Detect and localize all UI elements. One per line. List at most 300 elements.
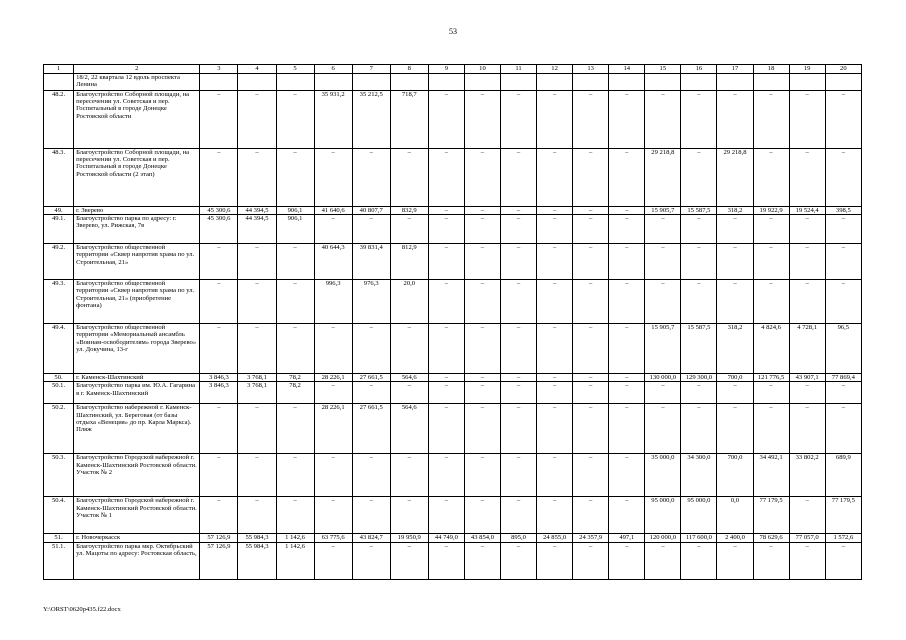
- value-cell: –: [609, 324, 645, 374]
- row-number-cell: 49.3.: [44, 280, 74, 324]
- value-cell: 44 394,5: [238, 207, 276, 215]
- value-cell: [428, 74, 464, 91]
- column-number-header: 15: [645, 65, 681, 74]
- value-cell: –: [464, 324, 500, 374]
- value-cell: [200, 74, 238, 91]
- value-cell: –: [500, 382, 536, 404]
- value-cell: –: [352, 324, 390, 374]
- value-cell: 130 000,0: [645, 374, 681, 382]
- column-number-header: 20: [825, 65, 861, 74]
- value-cell: –: [238, 324, 276, 374]
- value-cell: –: [200, 324, 238, 374]
- value-cell: –: [609, 404, 645, 454]
- value-cell: 33 802,2: [789, 454, 825, 497]
- value-cell: 45 300,6: [200, 207, 238, 215]
- object-name-cell: г. Каменск-Шахтинский: [74, 374, 200, 382]
- value-cell: –: [573, 454, 609, 497]
- value-cell: 19 922,9: [753, 207, 789, 215]
- value-cell: –: [753, 404, 789, 454]
- value-cell: –: [825, 149, 861, 207]
- value-cell: 77 057,0: [789, 534, 825, 542]
- value-cell: –: [645, 91, 681, 149]
- value-cell: –: [537, 454, 573, 497]
- value-cell: 29 218,8: [717, 149, 753, 207]
- value-cell: –: [753, 280, 789, 324]
- value-cell: –: [645, 382, 681, 404]
- value-cell: –: [428, 497, 464, 534]
- row-number-cell: 50.: [44, 374, 74, 382]
- table-row: [44, 207, 862, 215]
- table-row: [44, 382, 862, 404]
- value-cell: 129 300,0: [681, 374, 717, 382]
- value-cell: –: [537, 244, 573, 280]
- value-cell: –: [276, 404, 314, 454]
- value-cell: 27 661,5: [352, 374, 390, 382]
- value-cell: 43 824,7: [352, 534, 390, 542]
- value-cell: –: [500, 324, 536, 374]
- value-cell: –: [500, 244, 536, 280]
- value-cell: –: [464, 207, 500, 215]
- value-cell: 689,9: [825, 454, 861, 497]
- value-cell: [717, 74, 753, 91]
- value-cell: 564,6: [390, 374, 428, 382]
- value-cell: 4 824,6: [753, 324, 789, 374]
- value-cell: 564,6: [390, 404, 428, 454]
- value-cell: 15 587,5: [681, 207, 717, 215]
- value-cell: –: [352, 454, 390, 497]
- value-cell: –: [573, 215, 609, 244]
- value-cell: –: [573, 404, 609, 454]
- table-header-row: [44, 65, 862, 74]
- value-cell: –: [200, 497, 238, 534]
- value-cell: –: [428, 324, 464, 374]
- object-name-cell: Благоустройство парка по адресу: г. Зверево, ул. Рижская, 7в: [74, 215, 200, 244]
- value-cell: 77 869,4: [825, 374, 861, 382]
- value-cell: –: [717, 215, 753, 244]
- table-row: [44, 149, 862, 207]
- value-cell: –: [428, 207, 464, 215]
- value-cell: –: [428, 280, 464, 324]
- value-cell: –: [753, 215, 789, 244]
- value-cell: –: [609, 374, 645, 382]
- value-cell: –: [609, 280, 645, 324]
- value-cell: –: [537, 374, 573, 382]
- table-row: [44, 454, 862, 497]
- value-cell: –: [717, 382, 753, 404]
- value-cell: –: [428, 91, 464, 149]
- value-cell: 57 126,9: [200, 534, 238, 542]
- value-cell: –: [428, 542, 464, 579]
- value-cell: –: [753, 149, 789, 207]
- value-cell: 34 300,0: [681, 454, 717, 497]
- value-cell: 95 000,0: [681, 497, 717, 534]
- value-cell: –: [500, 542, 536, 579]
- value-cell: –: [464, 91, 500, 149]
- object-name-cell: Благоустройство парка мкр. Октябрьский ул. Мацоты по адресу: Ростовская область,: [74, 542, 200, 579]
- value-cell: 28 226,1: [314, 404, 352, 454]
- column-number-header: 17: [717, 65, 753, 74]
- value-cell: [753, 74, 789, 91]
- value-cell: –: [537, 542, 573, 579]
- value-cell: 40 807,7: [352, 207, 390, 215]
- value-cell: –: [428, 215, 464, 244]
- value-cell: 78 629,6: [753, 534, 789, 542]
- value-cell: –: [200, 149, 238, 207]
- value-cell: –: [573, 149, 609, 207]
- column-number-header: 11: [500, 65, 536, 74]
- column-number-header: 12: [537, 65, 573, 74]
- value-cell: 906,1: [276, 207, 314, 215]
- value-cell: 96,5: [825, 324, 861, 374]
- value-cell: –: [825, 404, 861, 454]
- value-cell: –: [753, 91, 789, 149]
- value-cell: 24 357,9: [573, 534, 609, 542]
- value-cell: –: [390, 149, 428, 207]
- value-cell: 318,2: [717, 324, 753, 374]
- value-cell: 718,7: [390, 91, 428, 149]
- value-cell: –: [464, 382, 500, 404]
- value-cell: 78,2: [276, 382, 314, 404]
- value-cell: –: [537, 324, 573, 374]
- value-cell: –: [500, 91, 536, 149]
- value-cell: –: [200, 91, 238, 149]
- value-cell: [464, 74, 500, 91]
- value-cell: –: [645, 404, 681, 454]
- value-cell: 398,5: [825, 207, 861, 215]
- value-cell: [573, 74, 609, 91]
- value-cell: –: [825, 542, 861, 579]
- object-name-cell: Благоустройство парка им. Ю.А. Гагарина в г. Каменск-Шахтинский: [74, 382, 200, 404]
- value-cell: 24 855,0: [537, 534, 573, 542]
- value-cell: 45 300,6: [200, 215, 238, 244]
- value-cell: [681, 74, 717, 91]
- value-cell: –: [200, 404, 238, 454]
- value-cell: 44 394,5: [238, 215, 276, 244]
- value-cell: –: [500, 149, 536, 207]
- value-cell: –: [753, 542, 789, 579]
- object-name-cell: Благоустройство набережной г. Каменск-Шахтинский, ул. Береговая (от базы отдыха «Венеция» до пр. Карла Маркса). Пляж: [74, 404, 200, 454]
- value-cell: –: [789, 542, 825, 579]
- value-cell: –: [681, 280, 717, 324]
- value-cell: 19 524,4: [789, 207, 825, 215]
- file-path-footer: Y:\ORST\0620p435.f22.docx: [43, 606, 121, 613]
- value-cell: 15 905,7: [645, 324, 681, 374]
- value-cell: –: [717, 244, 753, 280]
- row-number-cell: 50.1.: [44, 382, 74, 404]
- value-cell: –: [573, 244, 609, 280]
- value-cell: 3 768,1: [238, 374, 276, 382]
- value-cell: –: [464, 497, 500, 534]
- value-cell: 95 000,0: [645, 497, 681, 534]
- value-cell: 43 907,1: [789, 374, 825, 382]
- value-cell: –: [276, 244, 314, 280]
- object-name-cell: г. Зверево: [74, 207, 200, 215]
- value-cell: –: [276, 454, 314, 497]
- table-row: [44, 542, 862, 579]
- value-cell: –: [500, 280, 536, 324]
- value-cell: –: [789, 91, 825, 149]
- row-number-cell: 48.2.: [44, 91, 74, 149]
- value-cell: –: [537, 382, 573, 404]
- value-cell: 700,0: [717, 454, 753, 497]
- row-number-cell: 50.4.: [44, 497, 74, 534]
- table-row: [44, 374, 862, 382]
- value-cell: –: [464, 454, 500, 497]
- value-cell: [609, 74, 645, 91]
- value-cell: –: [200, 280, 238, 324]
- value-cell: –: [500, 497, 536, 534]
- value-cell: –: [825, 382, 861, 404]
- value-cell: –: [390, 454, 428, 497]
- row-number-cell: 48.3.: [44, 149, 74, 207]
- value-cell: –: [428, 382, 464, 404]
- table-row: [44, 280, 862, 324]
- object-name-cell: 18/2, 22 квартала 12 вдоль проспекта Ленина: [74, 74, 200, 91]
- value-cell: –: [825, 280, 861, 324]
- row-number-cell: 50.3.: [44, 454, 74, 497]
- value-cell: –: [825, 91, 861, 149]
- value-cell: 117 600,0: [681, 534, 717, 542]
- value-cell: –: [238, 91, 276, 149]
- value-cell: 3 846,3: [200, 382, 238, 404]
- value-cell: –: [314, 454, 352, 497]
- value-cell: –: [573, 324, 609, 374]
- value-cell: –: [238, 404, 276, 454]
- value-cell: –: [314, 497, 352, 534]
- value-cell: –: [276, 280, 314, 324]
- value-cell: –: [609, 207, 645, 215]
- table-row: [44, 91, 862, 149]
- page-number: 53: [449, 27, 457, 36]
- value-cell: –: [464, 149, 500, 207]
- value-cell: [537, 74, 573, 91]
- value-cell: –: [789, 149, 825, 207]
- value-cell: –: [352, 497, 390, 534]
- value-cell: –: [390, 542, 428, 579]
- value-cell: 0,0: [717, 497, 753, 534]
- column-number-header: 10: [464, 65, 500, 74]
- value-cell: –: [789, 280, 825, 324]
- value-cell: –: [537, 149, 573, 207]
- value-cell: –: [500, 215, 536, 244]
- row-number-cell: 51.: [44, 534, 74, 542]
- value-cell: 28 226,1: [314, 374, 352, 382]
- value-cell: [825, 74, 861, 91]
- value-cell: –: [681, 215, 717, 244]
- value-cell: –: [238, 280, 276, 324]
- value-cell: –: [428, 454, 464, 497]
- value-cell: –: [276, 497, 314, 534]
- value-cell: 121 776,5: [753, 374, 789, 382]
- table-row: [44, 497, 862, 534]
- value-cell: –: [200, 244, 238, 280]
- table-row: [44, 244, 862, 280]
- value-cell: 1 142,6: [276, 534, 314, 542]
- value-cell: 976,3: [352, 280, 390, 324]
- value-cell: –: [825, 244, 861, 280]
- value-cell: –: [464, 215, 500, 244]
- value-cell: 3 846,3: [200, 374, 238, 382]
- row-number-cell: [44, 74, 74, 91]
- value-cell: 895,0: [500, 534, 536, 542]
- value-cell: –: [428, 244, 464, 280]
- table-row: [44, 74, 862, 91]
- value-cell: –: [537, 280, 573, 324]
- value-cell: [238, 74, 276, 91]
- value-cell: –: [681, 149, 717, 207]
- value-cell: 40 644,3: [314, 244, 352, 280]
- value-cell: –: [314, 149, 352, 207]
- value-cell: 63 775,6: [314, 534, 352, 542]
- value-cell: –: [352, 215, 390, 244]
- value-cell: 34 492,1: [753, 454, 789, 497]
- value-cell: –: [573, 207, 609, 215]
- object-name-cell: Благоустройство общественной территории «Сквер напротив храма по ул. Строительная, 21» (приобретение фонтана): [74, 280, 200, 324]
- column-number-header: 19: [789, 65, 825, 74]
- value-cell: –: [537, 207, 573, 215]
- value-cell: –: [609, 497, 645, 534]
- value-cell: –: [717, 404, 753, 454]
- value-cell: 35 931,2: [314, 91, 352, 149]
- value-cell: –: [573, 497, 609, 534]
- value-cell: –: [537, 497, 573, 534]
- value-cell: –: [238, 454, 276, 497]
- object-name-cell: Благоустройство Соборной площади, на пересечении ул. Советская и пер. Госпитальный в городе Донецке Ростовской области (2 этап): [74, 149, 200, 207]
- value-cell: –: [573, 280, 609, 324]
- value-cell: –: [681, 244, 717, 280]
- budget-table: [43, 64, 862, 580]
- value-cell: 39 831,4: [352, 244, 390, 280]
- value-cell: –: [789, 244, 825, 280]
- value-cell: 41 640,6: [314, 207, 352, 215]
- value-cell: 3 768,1: [238, 382, 276, 404]
- value-cell: 77 179,5: [825, 497, 861, 534]
- value-cell: –: [352, 382, 390, 404]
- value-cell: –: [753, 382, 789, 404]
- value-cell: –: [645, 215, 681, 244]
- value-cell: –: [645, 280, 681, 324]
- value-cell: –: [537, 215, 573, 244]
- object-name-cell: Благоустройство Городской набережной г. Каменск-Шахтинский Ростовской области. Участок № 2: [74, 454, 200, 497]
- value-cell: –: [464, 280, 500, 324]
- value-cell: –: [609, 382, 645, 404]
- value-cell: [276, 74, 314, 91]
- column-number-header: 13: [573, 65, 609, 74]
- value-cell: –: [609, 149, 645, 207]
- value-cell: –: [314, 542, 352, 579]
- value-cell: –: [681, 542, 717, 579]
- value-cell: –: [464, 542, 500, 579]
- value-cell: 120 000,0: [645, 534, 681, 542]
- value-cell: –: [573, 542, 609, 579]
- value-cell: –: [500, 404, 536, 454]
- value-cell: –: [428, 404, 464, 454]
- column-number-header: 6: [314, 65, 352, 74]
- value-cell: 43 854,0: [464, 534, 500, 542]
- value-cell: 832,9: [390, 207, 428, 215]
- column-number-header: 2: [74, 65, 200, 74]
- value-cell: 35 212,5: [352, 91, 390, 149]
- value-cell: –: [681, 404, 717, 454]
- column-number-header: 4: [238, 65, 276, 74]
- value-cell: 20,0: [390, 280, 428, 324]
- column-number-header: 16: [681, 65, 717, 74]
- row-number-cell: 51.1.: [44, 542, 74, 579]
- value-cell: 19 950,9: [390, 534, 428, 542]
- column-number-header: 1: [44, 65, 74, 74]
- value-cell: 318,2: [717, 207, 753, 215]
- value-cell: –: [390, 324, 428, 374]
- row-number-cell: 49.: [44, 207, 74, 215]
- value-cell: –: [717, 280, 753, 324]
- value-cell: –: [825, 215, 861, 244]
- object-name-cell: Благоустройство Соборной площади, на пересечении ул. Советская и пер. Госпитальный в городе Донецке Ростовской области: [74, 91, 200, 149]
- value-cell: 15 587,5: [681, 324, 717, 374]
- value-cell: 1 572,6: [825, 534, 861, 542]
- value-cell: 4 728,1: [789, 324, 825, 374]
- value-cell: [500, 74, 536, 91]
- value-cell: 55 984,3: [238, 542, 276, 579]
- value-cell: –: [238, 244, 276, 280]
- value-cell: –: [573, 382, 609, 404]
- object-name-cell: г. Новочеркасск: [74, 534, 200, 542]
- value-cell: –: [717, 542, 753, 579]
- value-cell: –: [352, 149, 390, 207]
- table-row: [44, 534, 862, 542]
- value-cell: 57 126,9: [200, 542, 238, 579]
- value-cell: 44 749,0: [428, 534, 464, 542]
- value-cell: [789, 74, 825, 91]
- value-cell: 2 400,0: [717, 534, 753, 542]
- value-cell: 55 984,3: [238, 534, 276, 542]
- object-name-cell: Благоустройство общественной территории «Мемориальный ансамбль «Воинам-освободителям» города Зверево» ул. Докучина, 13-г: [74, 324, 200, 374]
- value-cell: –: [681, 91, 717, 149]
- row-number-cell: 49.4.: [44, 324, 74, 374]
- value-cell: –: [500, 207, 536, 215]
- value-cell: –: [717, 91, 753, 149]
- value-cell: –: [464, 244, 500, 280]
- value-cell: [390, 74, 428, 91]
- column-number-header: 14: [609, 65, 645, 74]
- value-cell: –: [609, 215, 645, 244]
- value-cell: 27 661,5: [352, 404, 390, 454]
- row-number-cell: 50.2.: [44, 404, 74, 454]
- value-cell: [645, 74, 681, 91]
- value-cell: –: [789, 215, 825, 244]
- value-cell: –: [609, 542, 645, 579]
- value-cell: –: [390, 382, 428, 404]
- value-cell: –: [464, 374, 500, 382]
- value-cell: –: [314, 324, 352, 374]
- value-cell: –: [314, 382, 352, 404]
- table-row: [44, 324, 862, 374]
- value-cell: –: [500, 454, 536, 497]
- value-cell: 497,1: [609, 534, 645, 542]
- value-cell: 700,0: [717, 374, 753, 382]
- value-cell: –: [573, 374, 609, 382]
- value-cell: –: [464, 404, 500, 454]
- value-cell: 29 218,8: [645, 149, 681, 207]
- column-number-header: 8: [390, 65, 428, 74]
- value-cell: –: [789, 382, 825, 404]
- value-cell: 78,2: [276, 374, 314, 382]
- table-row: [44, 215, 862, 244]
- value-cell: 996,3: [314, 280, 352, 324]
- value-cell: [352, 74, 390, 91]
- value-cell: –: [314, 215, 352, 244]
- object-name-cell: Благоустройство Городской набережной г. Каменск-Шахтинский Ростовской области. Участок № 1: [74, 497, 200, 534]
- value-cell: 77 179,5: [753, 497, 789, 534]
